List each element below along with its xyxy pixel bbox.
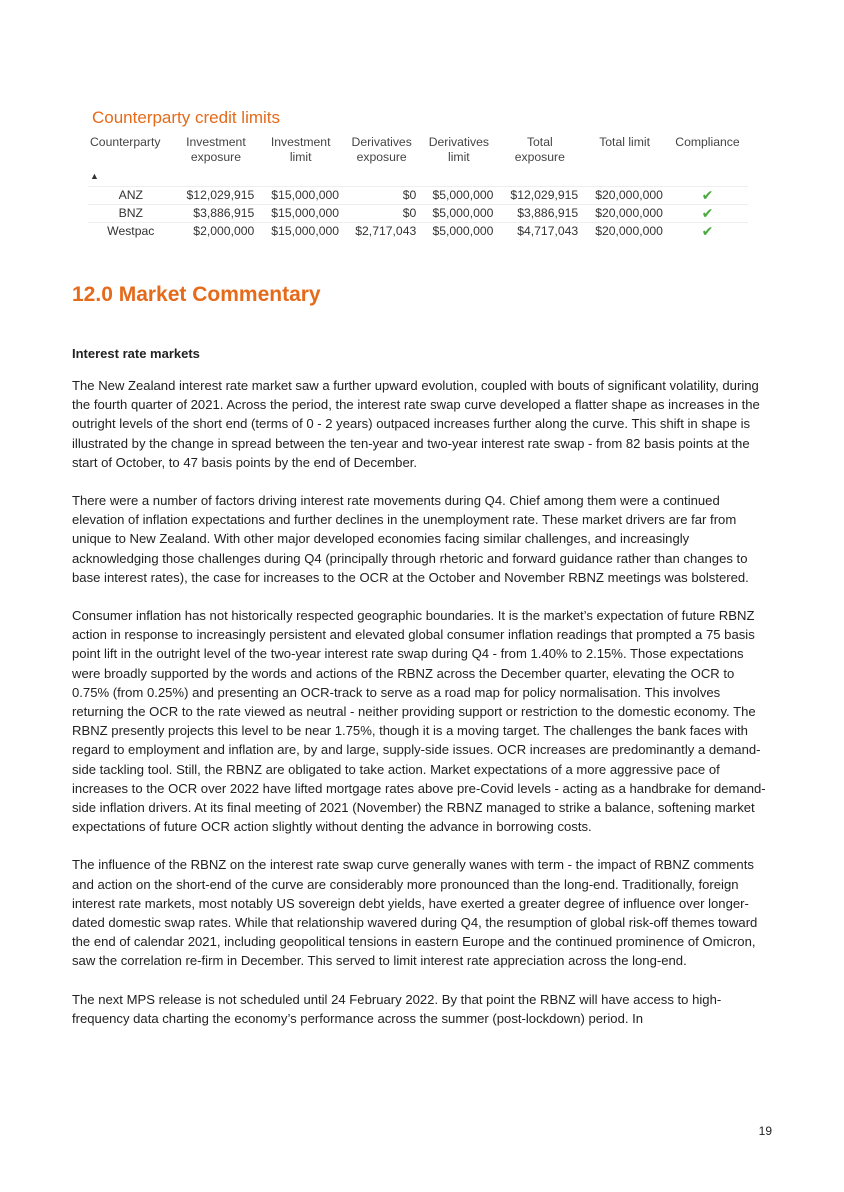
table-row	[88, 187, 748, 205]
sort-row	[88, 167, 748, 187]
paragraph: The next MPS release is not scheduled until 24 February 2022. By that point the RBNZ will have access to high-frequency data charting the economy’s performance across the summer (post-lockdown) period. In	[72, 991, 722, 1026]
check-icon: ✔	[667, 205, 748, 223]
page-number: 19	[758, 1124, 772, 1138]
section-title: Counterparty credit limits	[92, 108, 281, 127]
paragraph: Consumer inflation has not historically respected geographic boundaries. It is the market’s expectation of future RBNZ action in response to increasingly persistent and elevated global consumer inflation readings that prompted a 75 basis point lift in the outright level of the two-year interest rate swap during Q4 - from 1.40% to 2.15%. Those expectations were broadly supported by the words and actions of the RBNZ across the December quarter, elevating the OCR to 0.75% (from 0.25%) and presenting an OCR-track to serve as a road map for policy normalisation. This involves returning the OCR to the rate viewed as neutral - neither providing support or restriction to the domestic economy. The RBNZ presently projects this level to be near 1.75%, though it is a moving target. The challenges the bank faces with regard to employment and inflation are, by and large, supply-side issues. OCR increases are predominantly a demand-side tackling tool. Still, the RBNZ are obligated to take action. Market expectations of a more aggressive pace of increases to the OCR over 2022 have lifted mortgage rates above pre-Covid levels - acting as a handbrake for demand-side inflation drivers. At its final meeting of 2021 (November) the RBNZ managed to strike a balance, softening market expectations of future OCR action slightly without denting the advance in borrowing costs.	[72, 608, 766, 835]
col-header-derivatives-limit[interactable]: Derivatives limit	[428, 135, 489, 164]
cell-total-exposure: $3,886,915	[497, 205, 582, 223]
table-row	[88, 205, 748, 223]
cell-investment-limit: $15,000,000	[258, 223, 343, 241]
col-header-investment-exposure[interactable]: Investment exposure	[186, 135, 246, 164]
cell-counterparty: Westpac	[88, 223, 174, 241]
col-header-total-exposure[interactable]: Total exposure	[514, 135, 565, 164]
cell-total-exposure: $12,029,915	[497, 187, 582, 205]
cell-counterparty: BNZ	[88, 205, 174, 223]
cell-derivatives-exposure: $0	[343, 187, 420, 205]
cell-investment-limit: $15,000,000	[258, 205, 343, 223]
cell-derivatives-exposure: $0	[343, 205, 420, 223]
cell-investment-exposure: $3,886,915	[174, 205, 259, 223]
col-header-total-limit[interactable]: Total limit	[599, 135, 650, 149]
cell-investment-exposure: $2,000,000	[174, 223, 259, 241]
col-header-investment-limit[interactable]: Investment limit	[270, 135, 331, 164]
cell-total-limit: $20,000,000	[582, 205, 667, 223]
col-header-counterparty[interactable]: Counterparty	[90, 135, 161, 149]
table-row	[88, 223, 748, 241]
col-header-derivatives-exposure[interactable]: Derivatives exposure	[351, 135, 412, 164]
cell-derivatives-limit: $5,000,000	[420, 223, 497, 241]
cell-investment-limit: $15,000,000	[258, 187, 343, 205]
body-text	[72, 376, 772, 1047]
col-header-compliance[interactable]: Compliance	[675, 135, 740, 149]
paragraph: The New Zealand interest rate market saw a further upward evolution, coupled with bouts of significant volatility, during the fourth quarter of 2021. Across the period, the interest rate swap curve developed a flatter shape as increases in the outright levels of the short end (terms of 0 - 2 years) outpaced increases further along the curve. This shift in shape is illustrated by the change in spread between the ten-year and two-year interest rate swap - from 82 basis points at the start of October, to 47 basis points by the end of December.	[72, 378, 760, 470]
counterparty-limits-table	[88, 133, 748, 240]
cell-total-limit: $20,000,000	[582, 223, 667, 241]
cell-counterparty: ANZ	[88, 187, 174, 205]
cell-investment-exposure: $12,029,915	[174, 187, 259, 205]
paragraph: The influence of the RBNZ on the interest rate swap curve generally wanes with term - the impact of RBNZ comments and action on the short-end of the curve are considerably more pronounced than the long-end. Traditionally, foreign interest rate markets, most notably US sovereign debt yields, have exerted a greater degree of influence over longer-dated domestic swap rates. While that relationship wavered during Q4, the resumption of global risk-off themes toward the end of calendar 2021, including geopolitical tensions in eastern Europe and the continued prominence of Omicron, saw the correlation re-firm in December. This served to limit interest rate appreciation across the long-end.	[72, 857, 758, 969]
cell-total-limit: $20,000,000	[582, 187, 667, 205]
cell-derivatives-limit: $5,000,000	[420, 187, 497, 205]
check-icon: ✔	[667, 223, 748, 241]
paragraph: There were a number of factors driving interest rate movements during Q4. Chief among them were a continued elevation of inflation expectations and further declines in the unemployment rate. These market drivers are far from unique to New Zealand. With other major developed economies facing similar challenges, and increasingly acknowledging those challenges during Q4 (principally through rhetoric and forward guidance rather than changes to base interest rates), the case for increases to the OCR at the October and November RBNZ meetings was bolstered.	[72, 493, 749, 585]
sort-ascending-icon[interactable]: ▲	[90, 171, 99, 181]
check-icon: ✔	[667, 187, 748, 205]
cell-derivatives-exposure: $2,717,043	[343, 223, 420, 241]
cell-total-exposure: $4,717,043	[497, 223, 582, 241]
section-heading: 12.0 Market Commentary	[72, 283, 321, 306]
table-header-row	[88, 133, 748, 167]
subheading: Interest rate markets	[72, 346, 200, 361]
cell-derivatives-limit: $5,000,000	[420, 205, 497, 223]
